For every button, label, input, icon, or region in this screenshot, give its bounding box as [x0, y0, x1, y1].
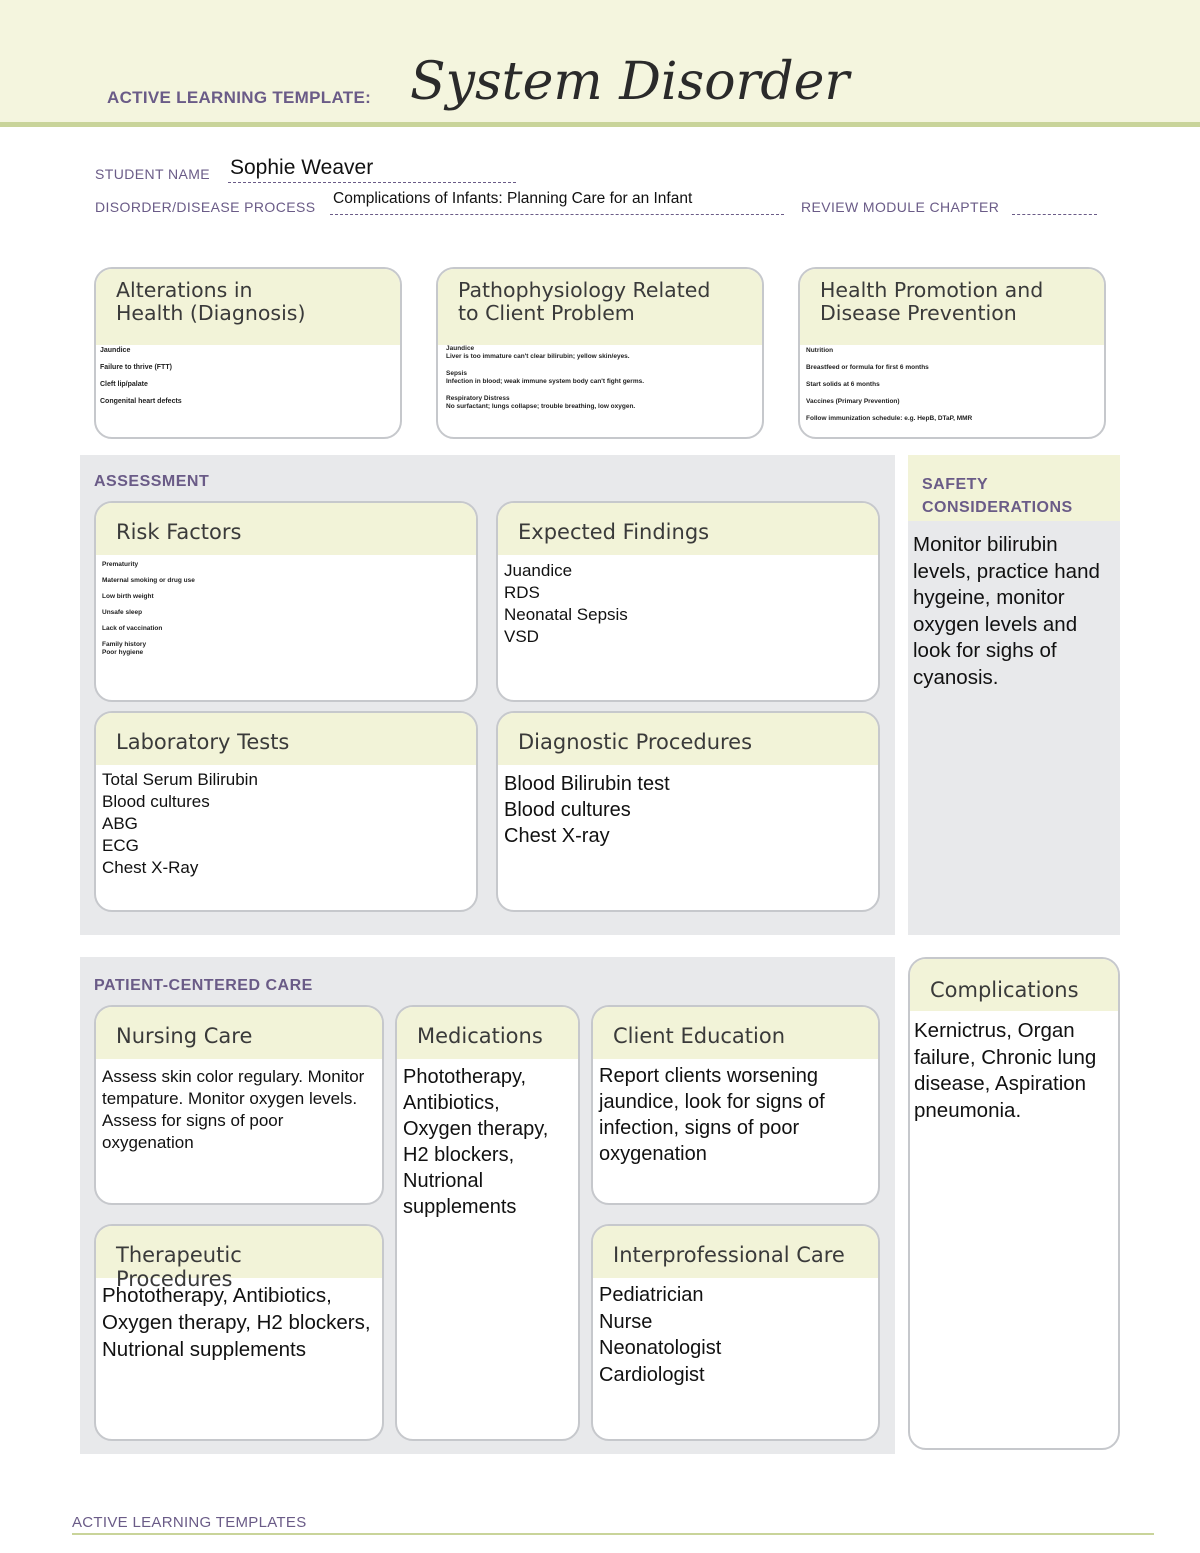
risk-factors-box: [94, 501, 478, 702]
list-item: Cardiologist: [599, 1363, 705, 1386]
pathophysiology-item-title: Jaundice: [446, 345, 475, 352]
complications-header: Complications: [910, 959, 1118, 1011]
pathophysiology-item-title: Respiratory Distress: [446, 394, 510, 402]
list-item: Blood cultures: [504, 799, 631, 821]
nursing-care-header: Nursing Care: [96, 1007, 382, 1059]
interprofessional-care-header: Interprofessional Care: [593, 1226, 878, 1278]
disorder-label: DISORDER/DISEASE PROCESS: [95, 199, 316, 215]
therapeutic-procedures-header: Therapeutic Procedures: [96, 1226, 382, 1278]
pathophysiology-item-text: No surfactant; lungs collapse; trouble breathing, low oxygen.: [446, 403, 636, 411]
laboratory-tests-box: [94, 711, 478, 912]
therapeutic-procedures-box: [94, 1224, 384, 1441]
safety-text: Monitor bilirubin levels, practice hand hygeine, monitor oxygen levels and look for sighs of cyanosis.: [913, 533, 1100, 689]
patient-care-title: PATIENT-CENTERED CARE: [94, 977, 313, 994]
laboratory-tests-header: Laboratory Tests: [96, 713, 476, 765]
expected-findings-list: [498, 555, 878, 654]
health-promotion-title-line2: Disease Prevention: [820, 301, 1017, 326]
nursing-care-box: [94, 1005, 384, 1205]
pathophysiology-title-line1: Pathophysiology Related: [458, 278, 711, 302]
list-item: Lack of vaccination: [102, 625, 163, 632]
list-item: Low birth weight: [102, 593, 154, 600]
template-label: ACTIVE LEARNING TEMPLATE:: [107, 88, 372, 107]
list-item: VSD: [504, 627, 539, 646]
health-promotion-header: [800, 269, 1104, 345]
list-item: [446, 395, 754, 412]
client-education-header: Client Education: [593, 1007, 878, 1059]
header-rule: [0, 122, 1200, 127]
risk-factors-header: Risk Factors: [96, 503, 476, 555]
pathophysiology-header: [438, 269, 762, 345]
list-item: [446, 345, 754, 362]
list-item: Pediatrician: [599, 1284, 704, 1306]
list-item: Blood cultures: [102, 792, 210, 811]
list-item: Juandice: [504, 561, 573, 580]
template-title: System Disorder: [410, 52, 850, 112]
list-item: ECG: [102, 836, 139, 855]
list-item: [446, 370, 754, 387]
list-item: Follow immunization schedule: e.g. HepB, DTaP, MMR: [806, 415, 973, 422]
list-item: Family history: [102, 641, 147, 648]
list-item: Cleft lip/palate: [100, 381, 148, 388]
pathophysiology-title-line2: to Client Problem: [458, 301, 635, 326]
client-education-text: Report clients worsening jaundice, look for signs of infection, signs of poor oxygenation: [599, 1065, 825, 1165]
list-item: Chest X-ray: [504, 825, 610, 847]
laboratory-tests-list: [96, 765, 476, 885]
list-item: RDS: [504, 583, 540, 602]
health-promotion-box: [798, 267, 1106, 439]
disorder-line: [330, 214, 784, 215]
list-item: Unsafe sleep: [102, 609, 143, 616]
complications-box: [908, 957, 1120, 1450]
safety-header: [908, 455, 1120, 521]
pathophysiology-list: [438, 345, 762, 412]
list-item: ABG: [102, 814, 138, 833]
list-item: Maternal smoking or drug use: [102, 577, 195, 584]
diagnostic-procedures-list: [498, 765, 878, 855]
list-item: Neonatologist: [599, 1337, 722, 1359]
interprofessional-care-box: [591, 1224, 880, 1441]
health-promotion-title-line1: Health Promotion and: [820, 278, 1044, 302]
client-education-box: [591, 1005, 880, 1205]
list-item: Total Serum Bilirubin: [102, 770, 258, 789]
review-module-label: REVIEW MODULE CHAPTER: [801, 199, 1000, 215]
nursing-care-text: Assess skin color regulary. Monitor tempature. Monitor oxygen levels. Assess for signs of poor oxygenation: [102, 1067, 365, 1152]
alterations-box: [94, 267, 402, 439]
student-name-field[interactable]: Sophie Weaver: [230, 156, 374, 179]
diagnostic-procedures-header: Diagnostic Procedures: [498, 713, 878, 765]
list-item: Start solids at 6 months: [806, 381, 880, 388]
list-item: Chest X-Ray: [102, 858, 199, 877]
list-item: Nurse: [599, 1310, 653, 1333]
student-name-label: STUDENT NAME: [95, 166, 210, 182]
therapeutic-procedures-text: Phototherapy, Antibiotics, Oxygen therapy, H2 blockers, Nutrional supplements: [102, 1284, 371, 1361]
diagnostic-procedures-box: [496, 711, 880, 912]
footer-rule: [72, 1533, 1154, 1535]
expected-findings-header: Expected Findings: [498, 503, 878, 555]
complications-text: Kernictrus, Organ failure, Chronic lung disease, Aspiration pneumonia.: [914, 1019, 1097, 1122]
alterations-title-line1: Alterations in: [116, 278, 253, 302]
alterations-title-line2: Health (Diagnosis): [116, 301, 306, 326]
disorder-field[interactable]: Complications of Infants: Planning Care for an Infant: [333, 190, 693, 207]
review-module-field[interactable]: [1012, 214, 1097, 215]
medications-box: [395, 1005, 580, 1441]
footer-text: ACTIVE LEARNING TEMPLATES: [72, 1514, 307, 1531]
alterations-list: [96, 345, 400, 417]
pathophysiology-item-text: Infection in blood; weak immune system body can't fight germs.: [446, 378, 645, 386]
list-item: Poor hygiene: [102, 649, 144, 656]
list-item: Breastfeed or formula for first 6 months: [806, 364, 929, 371]
list-item: Failure to thrive (FTT): [100, 364, 172, 371]
medications-header: Medications: [397, 1007, 578, 1059]
safety-panel: [908, 455, 1120, 935]
list-item: Prematurity: [102, 561, 139, 568]
list-item: Nutrition: [806, 347, 834, 354]
medications-text: Phototherapy, Antibiotics, Oxygen therapy, H2 blockers, Nutrional supplements: [403, 1066, 549, 1218]
pathophysiology-item-title: Sepsis: [446, 369, 467, 377]
student-name-line: [228, 182, 516, 183]
list-item: Vaccines (Primary Prevention): [806, 398, 900, 405]
assessment-title: ASSESSMENT: [94, 473, 210, 490]
risk-factors-list: [96, 555, 476, 662]
health-promotion-list: [800, 345, 1104, 424]
list-item: Neonatal Sepsis: [504, 605, 628, 624]
alterations-header: [96, 269, 400, 345]
interprofessional-care-list: [593, 1278, 878, 1394]
expected-findings-box: [496, 501, 880, 702]
safety-title-line1: SAFETY: [922, 476, 989, 493]
safety-title-line2: CONSIDERATIONS: [922, 499, 1073, 516]
pathophysiology-box: [436, 267, 764, 439]
list-item: Blood Bilirubin test: [504, 773, 670, 795]
list-item: Congenital heart defects: [100, 398, 182, 405]
list-item: Jaundice: [100, 347, 131, 354]
pathophysiology-item-text: Liver is too immature can't clear bilirubin; yellow skin/eyes.: [446, 353, 630, 361]
